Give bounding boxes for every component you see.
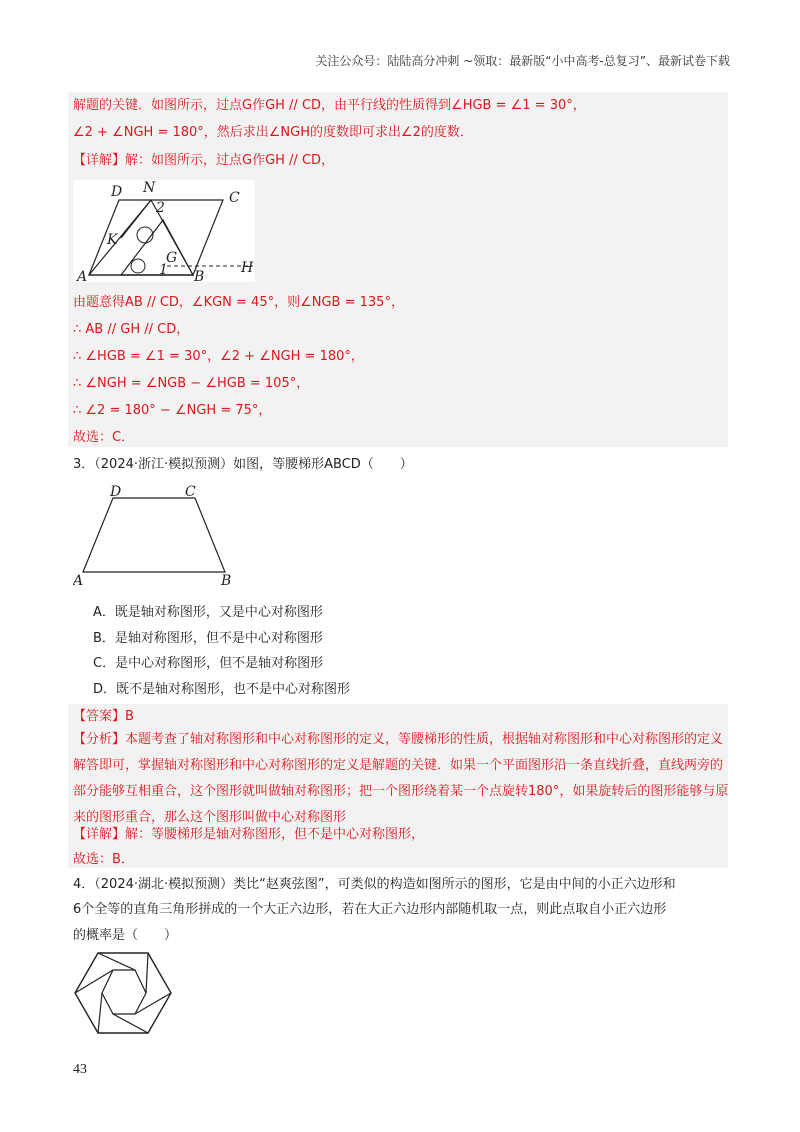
solution-line-2: ∠2 + ∠NGH = 180°，然后求出∠NGH的度数即可求出∠2的度数． [73,125,473,140]
choice-text: 故选：B． [73,852,134,867]
option-d: D．既不是轴对称图形，也不是中心对称图形 [93,682,351,697]
question-3-stem: 3．（2024·浙江·模拟预测）如图，等腰梯形ABCD（ ） [73,457,413,472]
question-4-stem-line-3: 的概率是（ ） [73,928,178,943]
detail-text: 【详解】解：等腰梯形是轴对称图形，但不是中心对称图形， [73,827,425,842]
label-B: B [221,573,232,589]
trapezoid-figure [73,484,243,590]
step-line-4: ∴ ∠NGH = ∠NGB − ∠HGB = 105°， [73,376,310,391]
label-2: 2 [156,200,165,216]
solution-line-3: 【详解】解：如图所示，过点G作GH // CD， [73,153,335,168]
label-C: C [185,484,196,500]
label-B: B [194,269,205,282]
analysis-text: 【分析】本题考查了轴对称图形和中心对称图形的定义，等腰梯形的性质，根据轴对称图形和中心对称图形的定义解答即可，掌握轴对称图形和中心对称图形的定义是解题的关键．如果一个平面图形沿一条直线折叠，直线两旁的部分能够互相重合，这个图形就叫做轴对称图形；把一个图形绕着某一个点旋转180°，如果旋转后的图形能够与原来的图形重合，那么这个图形叫做中心对称图形 [73,732,729,825]
label-G: G [166,250,178,266]
hexagon-figure [73,950,173,1036]
question-4-stem-line-1: 4．（2024·湖北·模拟预测）类比“赵爽弦图”，可类似的构造如图所示的图形，它是由中间的小正六边形和 [73,877,676,892]
option-a: A．既是轴对称图形，又是中心对称图形 [93,605,323,620]
option-c: C．是中心对称图形，但不是轴对称图形 [93,656,324,671]
label-C: C [229,190,240,206]
step-line-6: 故选：C． [73,430,135,445]
page-number: 43 [73,1062,87,1077]
option-b: B．是轴对称图形，但不是中心对称图形 [93,631,323,646]
label-1: 1 [159,262,168,278]
solution-line-1: 解题的关键．如图所示，过点G作GH // CD，由平行线的性质得到∠HGB = ∠1 = 30°， [73,98,586,113]
step-line-1: 由题意得AB // CD，∠KGN = 45°，则∠NGB = 135°， [73,295,404,310]
label-K: K [107,232,118,248]
answer-text: 【答案】B [73,709,134,724]
label-H: H [241,260,254,276]
page-header: 关注公众号：陆陆高分冲刺 ~领取：最新版“小中高考-总复习”、最新试卷下载 [315,54,730,68]
parallelogram-figure [73,180,273,282]
label-D: D [111,184,123,200]
label-A: A [77,269,88,282]
step-line-3: ∴ ∠HGB = ∠1 = 30°，∠2 + ∠NGH = 180°， [73,349,364,364]
question-4-stem-line-2: 6个全等的直角三角形拼成的一个大正六边形，若在大正六边形内部随机取一点，则此点取自小正六边形 [73,902,667,917]
label-D: D [110,484,122,500]
label-A: A [73,573,84,589]
step-line-5: ∴ ∠2 = 180° − ∠NGH = 75°， [73,403,272,418]
label-N: N [143,180,156,196]
step-line-2: ∴ AB // GH // CD， [73,322,190,337]
